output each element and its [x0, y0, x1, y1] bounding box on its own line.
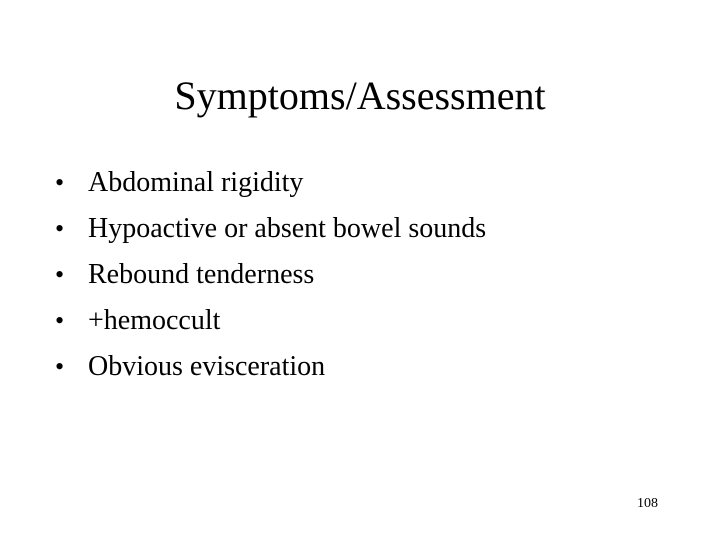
bullet-item: [55, 206, 486, 252]
bullet-item: [55, 252, 486, 298]
bullet-text: Abdominal rigidity: [88, 167, 304, 198]
bullet-icon: •: [55, 260, 65, 289]
bullet-text: Rebound tenderness: [88, 259, 315, 290]
bullet-item: [55, 344, 486, 390]
bullet-icon: •: [55, 168, 65, 197]
slide-title: Symptoms/Assessment: [174, 73, 546, 118]
bullet-text: Hypoactive or absent bowel sounds: [88, 213, 487, 244]
bullet-text: Obvious evisceration: [88, 351, 326, 382]
bullet-icon: •: [55, 306, 65, 335]
bullet-list: [55, 160, 486, 390]
bullet-icon: •: [55, 214, 65, 243]
bullet-icon: •: [55, 352, 65, 381]
bullet-item: [55, 298, 486, 344]
bullet-item: [55, 160, 486, 206]
page-number: 108: [637, 496, 658, 511]
bullet-text: +hemoccult: [88, 305, 221, 336]
